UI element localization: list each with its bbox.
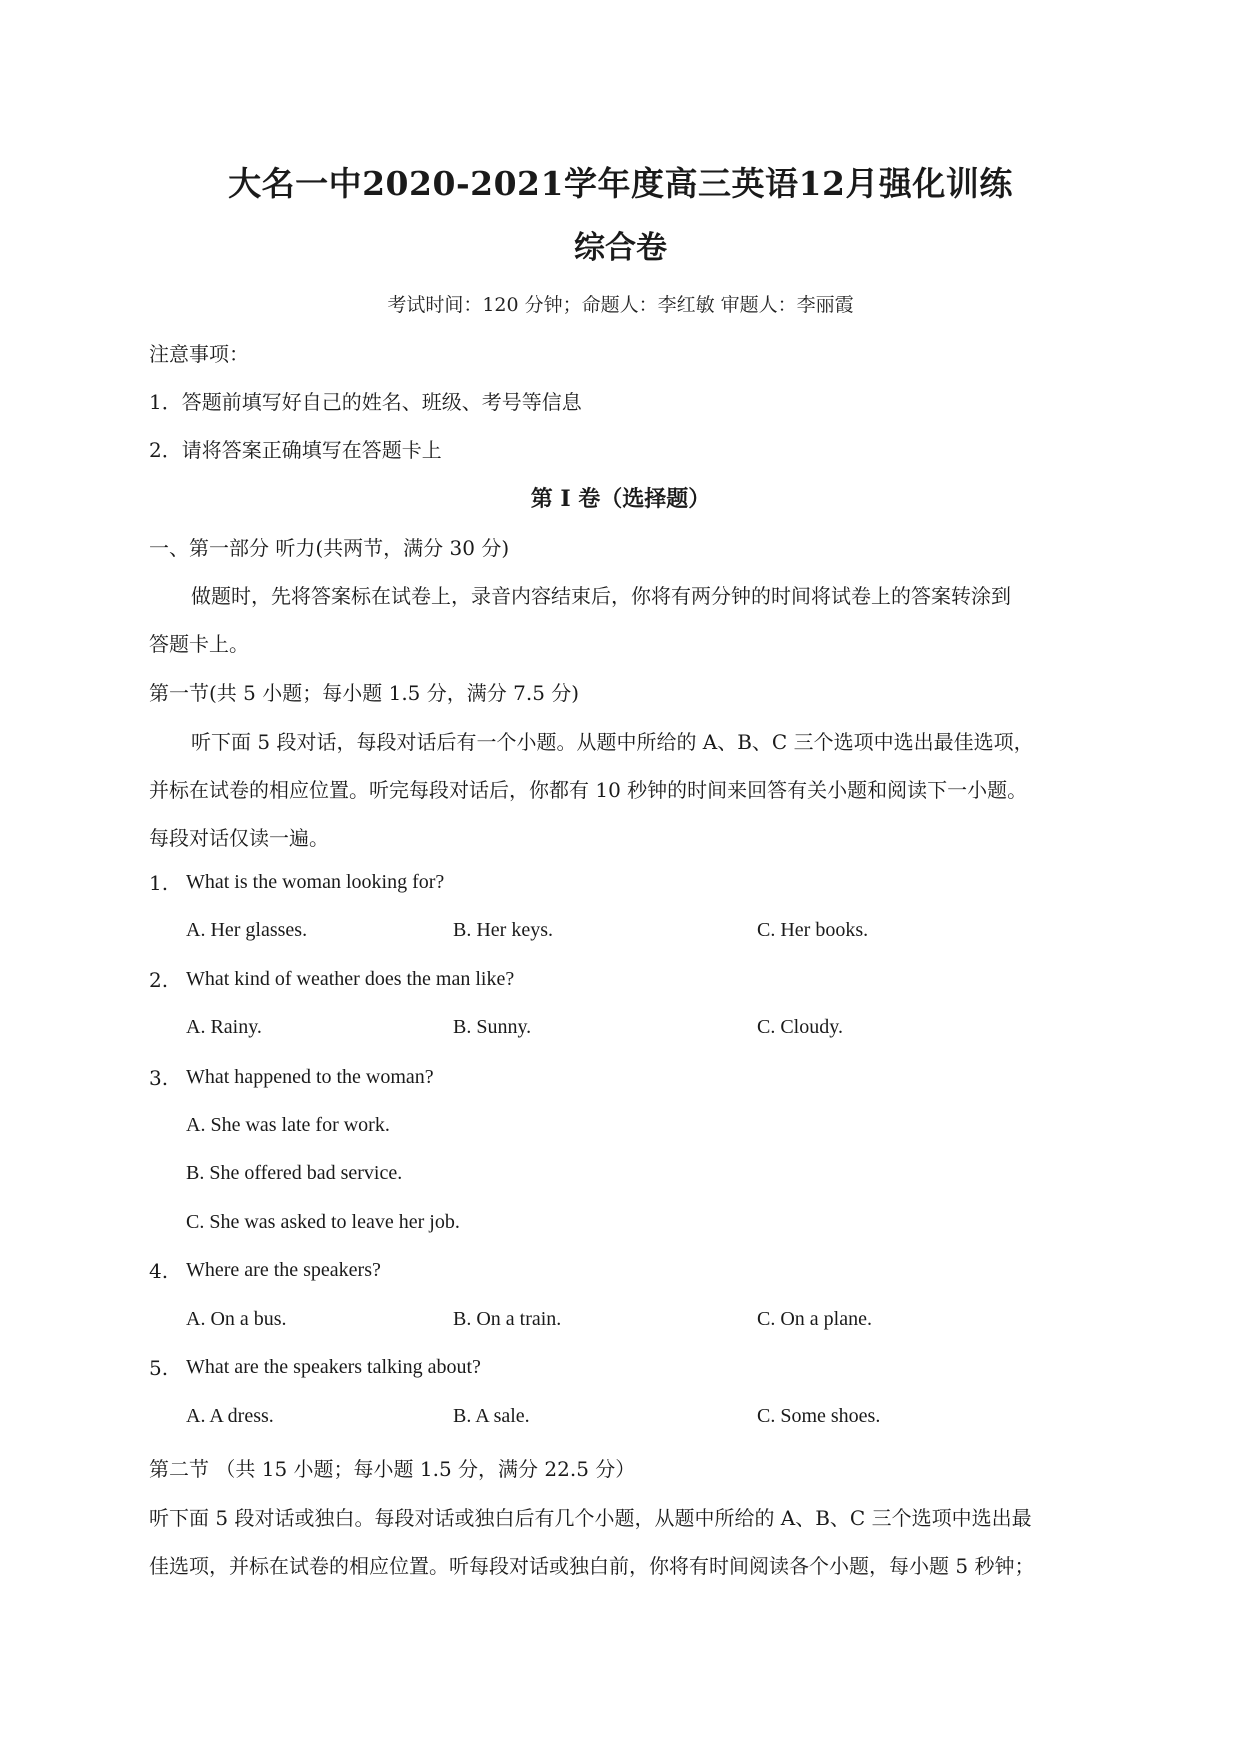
part1-instruction-line1: 做题时，先将答案标在试卷上，录音内容结束后，你将有两分钟的时间将试卷上的答案转涂到 xyxy=(191,584,1011,608)
option-b: B. Her keys. xyxy=(453,919,553,941)
option-c: C. Some shoes. xyxy=(757,1405,881,1427)
part1-instruction-line2: 答题卡上。 xyxy=(149,632,249,656)
section1-heading: 第一节(共 5 小题；每小题 1.5 分，满分 7.5 分) xyxy=(149,681,580,705)
notes-heading: 注意事项： xyxy=(149,342,249,366)
option-a: A. She was late for work. xyxy=(186,1114,390,1136)
question-text: What kind of weather does the man like? xyxy=(186,968,515,990)
section1-instruction-line2: 并标在试卷的相应位置。听完每段对话后，你都有 10 秒钟的时间来回答有关小题和阅读下一小题。 xyxy=(149,778,1028,802)
question-number: 5. xyxy=(149,1356,169,1380)
option-b: B. Sunny. xyxy=(453,1016,532,1038)
question-number: 3. xyxy=(149,1066,169,1090)
section1-instruction-line1: 听下面 5 段对话，每段对话后有一个小题。从题中所给的 A、B、C 三个选项中选出最佳选项， xyxy=(191,730,1034,754)
option-c: C. Her books. xyxy=(757,919,869,941)
option-a: A. On a bus. xyxy=(186,1308,287,1330)
section2-instruction-line2: 佳选项，并标在试卷的相应位置。听每段对话或独白前，你将有时间阅读各个小题，每小题 5 秒钟； xyxy=(149,1554,1035,1578)
exam-title: 大名一中2020-2021学年度高三英语12月强化训练 xyxy=(228,164,1013,203)
option-a: A. Rainy. xyxy=(186,1016,262,1038)
option-a: A. Her glasses. xyxy=(186,919,308,941)
option-b: B. She offered bad service. xyxy=(186,1162,403,1184)
option-a: A. A dress. xyxy=(186,1405,274,1427)
question-text: What is the woman looking for? xyxy=(186,871,445,893)
exam-info: 考试时间：120 分钟；命题人：李红敏 审题人：李丽霞 xyxy=(387,294,854,316)
note-item-1: 1．答题前填写好自己的姓名、班级、考号等信息 xyxy=(149,390,582,414)
question-text: What happened to the woman? xyxy=(186,1066,434,1088)
option-c: C. She was asked to leave her job. xyxy=(186,1211,460,1233)
volume-title: 第 I 卷（选择题） xyxy=(530,486,711,512)
option-c: C. On a plane. xyxy=(757,1308,872,1330)
part1-heading: 一、第一部分 听力(共两节，满分 30 分) xyxy=(149,536,510,560)
question-number: 2. xyxy=(149,968,169,992)
section1-instruction-line3: 每段对话仅读一遍。 xyxy=(149,826,329,850)
question-number: 4. xyxy=(149,1259,169,1283)
section2-heading: 第二节 （共 15 小题；每小题 1.5 分，满分 22.5 分） xyxy=(149,1457,636,1481)
exam-subtitle: 综合卷 xyxy=(574,230,667,266)
question-number: 1. xyxy=(149,871,169,895)
section2-instruction-line1: 听下面 5 段对话或独白。每段对话或独白后有几个小题，从题中所给的 A、B、C 三个选项中选出最 xyxy=(149,1506,1032,1530)
question-text: What are the speakers talking about? xyxy=(186,1356,481,1378)
option-b: B. On a train. xyxy=(453,1308,562,1330)
option-c: C. Cloudy. xyxy=(757,1016,843,1038)
option-b: B. A sale. xyxy=(453,1405,530,1427)
question-text: Where are the speakers? xyxy=(186,1259,381,1281)
note-item-2: 2．请将答案正确填写在答题卡上 xyxy=(149,438,442,462)
